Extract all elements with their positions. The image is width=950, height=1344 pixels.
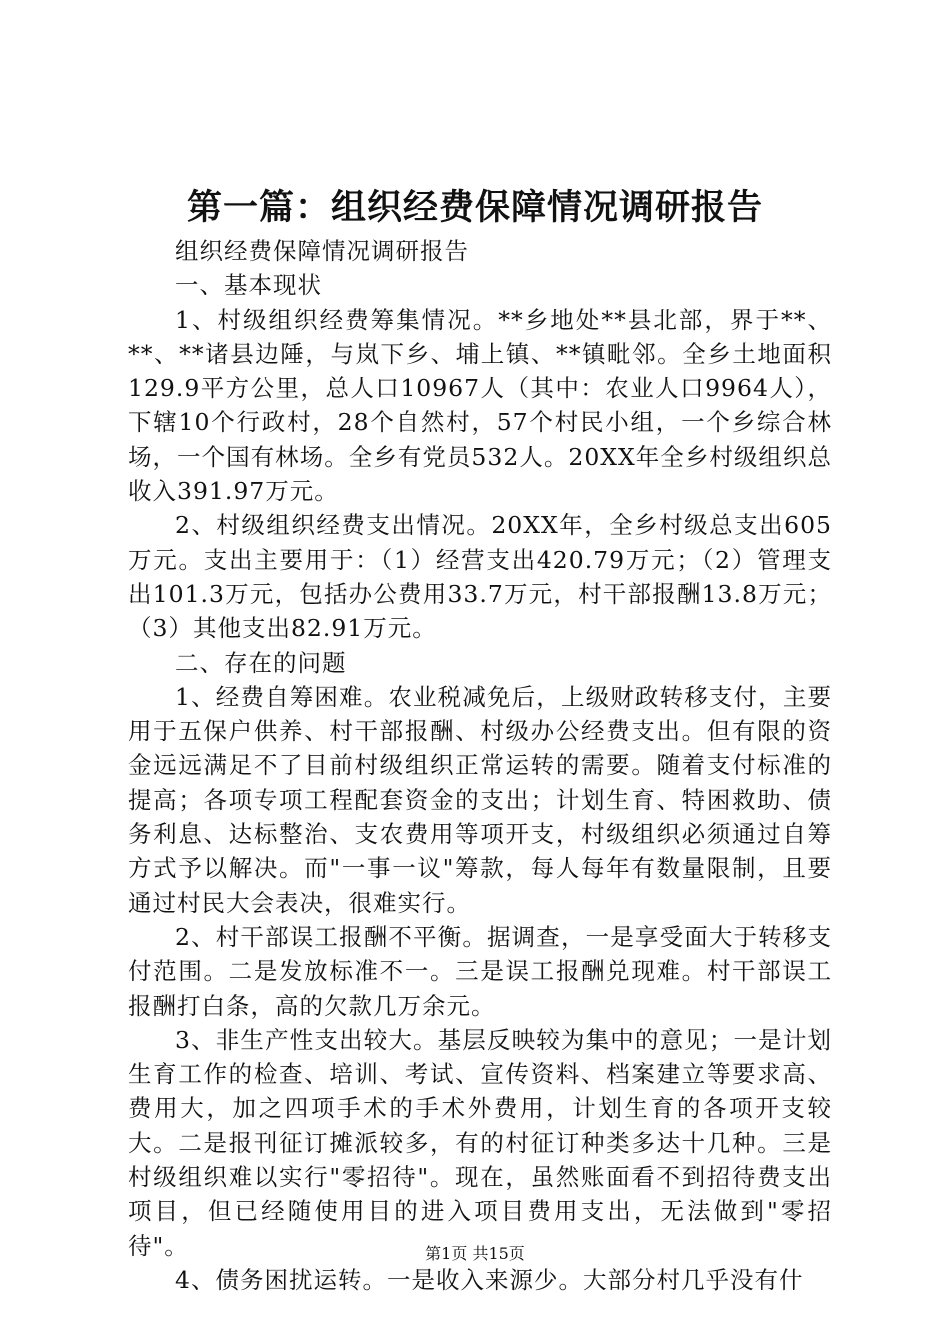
section-heading-current-status: 一、基本现状 xyxy=(175,271,322,300)
paragraph-problem-cadre-pay: 2、村干部误工报酬不平衡。据调查，一是享受面大于转移支付范围。二是发放标准不一。三是误工报酬兑现难。村干部误工报酬打白条，高的欠款几万余元。 xyxy=(128,922,832,1020)
paragraph-subtitle: 组织经费保障情况调研报告 xyxy=(175,237,469,265)
document-title: 第一篇：组织经费保障情况调研报告 xyxy=(186,187,763,228)
section-heading-problems: 二、存在的问题 xyxy=(175,648,347,677)
page-number: 第1页 共15页 xyxy=(425,1244,525,1263)
paragraph-problem-nonproductive-spending: 3、非生产性支出较大。基层反映较为集中的意见；一是计划生育工作的检查、培训、考试、宣传资料、档案建立等要求高、费用大，加之四项手术的手术外费用，计划生育的各项开支较大。二是报刊征订摊派较多，有的村征订种类多达十几种。三是村级组织难以实行"零招待"。现在，虽然账面看不到招待费支出项目，但已经随使用目的进入项目费用支出，无法做到"零招待"。 xyxy=(128,1025,832,1260)
document-body xyxy=(128,234,832,1297)
paragraph-problem-debt: 4、债务困扰运转。一是收入来源少。大部分村几乎没有什 xyxy=(175,1265,804,1294)
paragraph-funding-expenditure: 2、村级组织经费支出情况。20XX年，全乡村级总支出605万元。支出主要用于：（1）经营支出420.79万元；（2）管理支出101.3万元，包括办公费用33.7万元，村干部报酬13.8万元；（3）其他支出82.91万元。 xyxy=(128,511,832,643)
paragraph-problem-self-funding: 1、经费自筹困难。农业税减免后，上级财政转移支付，主要用于五保户供养、村干部报酬、村级办公经费支出。但有限的资金远远满足不了目前村级组织正常运转的需要。随着支付标准的提高；各项专项工程配套资金的支出；计划生育、特困救助、债务利息、达标整治、支农费用等项开支，村级组织必须通过自筹方式予以解决。而"一事一议"筹款，每人每年有数量限制，且要通过村民大会表决，很难实行。 xyxy=(128,682,832,917)
paragraph-funding-collection: 1、村级组织经费筹集情况。**乡地处**县北部，界于**、**、**诸县边陲，与岚下乡、埔上镇、**镇毗邻。全乡土地面积129.9平方公里，总人口10967人（其中：农业人口9964人），下辖10个行政村，28个自然村，57个村民小组，一个乡综合林场，一个国有林场。全乡有党员532人。20XX年全乡村级组织总收入391.97万元。 xyxy=(128,305,832,506)
